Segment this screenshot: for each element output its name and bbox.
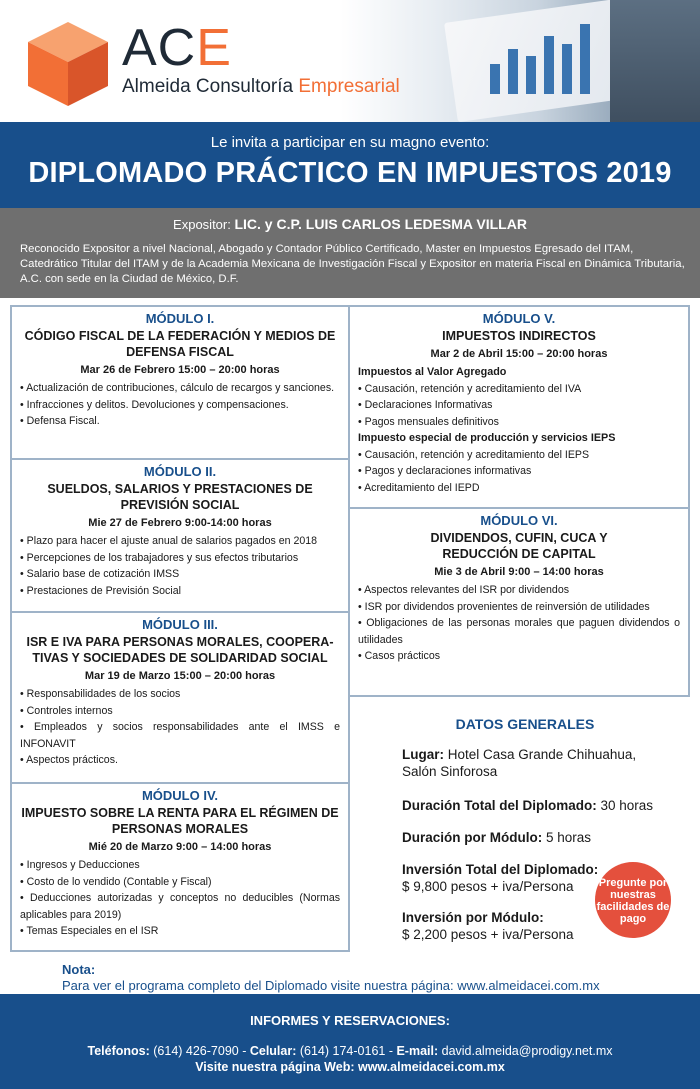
module-title: CÓDIGO FISCAL DE LA FEDERACIÓN Y MEDIOS DE DEFENSA FISCAL bbox=[24, 329, 336, 359]
logo-ace: AC bbox=[122, 19, 197, 77]
list-item: • Pagos mensuales definitivos bbox=[358, 414, 680, 431]
list-item: • Deducciones autorizadas y conceptos no deducibles (Normas aplicables para 2019) bbox=[20, 890, 340, 923]
module-2 bbox=[10, 458, 350, 613]
inversion-total bbox=[402, 861, 598, 895]
inversion-modulo-label: Inversión por Módulo: bbox=[402, 910, 544, 925]
email-label: E-mail: bbox=[396, 1044, 439, 1058]
module-subhead: Impuestos al Valor Agregado bbox=[358, 366, 507, 378]
email-value: david.almeida@prodigy.net.mx bbox=[438, 1044, 613, 1058]
module-5 bbox=[348, 305, 690, 509]
list-item: • Aspectos relevantes del ISR por dividendos bbox=[358, 582, 680, 599]
tel-value: (614) 426-7090 - bbox=[149, 1044, 250, 1058]
list-item: • Costo de lo vendido (Contable y Fiscal) bbox=[20, 874, 340, 891]
module-title: IMPUESTOS INDIRECTOS bbox=[442, 329, 596, 343]
module-label: MÓDULO V. bbox=[482, 311, 556, 326]
list-item: • Aspectos prácticos. bbox=[20, 752, 340, 769]
contact-line bbox=[0, 1044, 700, 1058]
duracion-modulo bbox=[402, 829, 591, 846]
duracion-total-label: Duración Total del Diplomado: bbox=[402, 798, 597, 813]
module-label: MÓDULO II. bbox=[143, 464, 217, 479]
inversion-modulo-value: $ 2,200 pesos + iva/Persona bbox=[402, 927, 574, 942]
inversion-modulo bbox=[402, 909, 574, 943]
lugar-label: Lugar: bbox=[402, 747, 444, 762]
list-item: • Infracciones y delitos. Devoluciones y compensaciones. bbox=[20, 397, 340, 414]
module-label: MÓDULO I. bbox=[145, 311, 215, 326]
expositor-section bbox=[0, 208, 700, 298]
list-item: • Declaraciones Informativas bbox=[358, 397, 680, 414]
module-title: DIVIDENDOS, CUFIN, CUCA Y REDUCCIÓN DE CAPITAL bbox=[430, 531, 608, 561]
list-item: • Causación, retención y acreditamiento del IEPS bbox=[358, 447, 680, 464]
list-item: • Plazo para hacer el ajuste anual de salarios pagados en 2018 bbox=[20, 533, 340, 550]
duracion-modulo-value: 5 horas bbox=[542, 830, 592, 845]
lugar-value: Hotel Casa Grande Chihuahua, bbox=[444, 747, 637, 762]
list-item: • Ingresos y Deducciones bbox=[20, 857, 340, 874]
list-item: • ISR por dividendos provenientes de reinversión de utilidades bbox=[358, 599, 680, 616]
module-4 bbox=[10, 782, 350, 952]
footer-heading: INFORMES Y RESERVACIONES: bbox=[250, 1013, 450, 1028]
duracion-modulo-label: Duración por Módulo: bbox=[402, 830, 543, 845]
datos-generales bbox=[350, 700, 700, 732]
logo-text bbox=[122, 19, 400, 98]
datos-title: DATOS GENERALES bbox=[455, 716, 595, 732]
list-item: • Actualización de contribuciones, cálculo de recargos y sanciones. bbox=[20, 380, 340, 397]
lugar-value-2: Salón Sinforosa bbox=[402, 764, 498, 779]
web-label: Visite nuestra página Web: bbox=[195, 1060, 355, 1074]
module-date: Mie 3 de Abril 9:00 – 14:00 horas bbox=[434, 566, 604, 578]
list-item: • Percepciones de los trabajadores y sus efectos tributarios bbox=[20, 550, 340, 567]
tel-label: Teléfonos: bbox=[87, 1044, 150, 1058]
payment-badge: Pregunte por nuestras facilidades de pago bbox=[595, 862, 671, 938]
module-3 bbox=[10, 611, 350, 784]
module-subhead: Impuesto especial de producción y servicios IEPS bbox=[358, 432, 616, 444]
inversion-total-value: $ 9,800 pesos + iva/Persona bbox=[402, 879, 574, 894]
module-title: ISR E IVA PARA PERSONAS MORALES, COOPERA-TIVAS Y SOCIEDADES DE SOLIDARIDAD SOCIAL bbox=[26, 635, 334, 665]
list-item: • Obligaciones de las personas morales que paguen dividendos o utilidades bbox=[358, 615, 680, 648]
logo-e: E bbox=[196, 19, 232, 77]
module-date: Mar 2 de Abril 15:00 – 20:00 horas bbox=[430, 348, 608, 360]
expositor-name: LIC. y C.P. LUIS CARLOS LEDESMA VILLAR bbox=[234, 216, 527, 232]
web-line bbox=[0, 1060, 700, 1074]
nota-text: Para ver el programa completo del Diplomado visite nuestra página: www.almeidacei.com.mx bbox=[62, 978, 600, 993]
list-item: • Controles internos bbox=[20, 703, 340, 720]
list-item: • Causación, retención y acreditamiento del IVA bbox=[358, 381, 680, 398]
module-date: Mié 20 de Marzo 9:00 – 14:00 horas bbox=[88, 841, 272, 853]
nota-label: Nota: bbox=[62, 962, 96, 977]
module-label: MÓDULO IV. bbox=[141, 788, 219, 803]
module-6 bbox=[348, 507, 690, 697]
list-item: • Responsabilidades de los socios bbox=[20, 686, 340, 703]
cel-label: Celular: bbox=[249, 1044, 297, 1058]
list-item: • Pagos y declaraciones informativas bbox=[358, 463, 680, 480]
module-date: Mar 26 de Febrero 15:00 – 20:00 horas bbox=[80, 364, 280, 376]
cel-value: (614) 174-0161 - bbox=[296, 1044, 397, 1058]
duracion-total-value: 30 horas bbox=[596, 798, 654, 813]
event-title: DIPLOMADO PRÁCTICO EN IMPUESTOS 2019 bbox=[28, 157, 672, 189]
module-title: SUELDOS, SALARIOS Y PRESTACIONES DE PREVISIÓN SOCIAL bbox=[47, 482, 313, 512]
module-1 bbox=[10, 305, 350, 460]
list-item: • Salario base de cotización IMSS bbox=[20, 566, 340, 583]
nota bbox=[62, 962, 600, 994]
logo-sub-1: Almeida Consultoría bbox=[122, 76, 299, 97]
list-item: • Temas Especiales en el ISR bbox=[20, 923, 340, 940]
list-item: • Defensa Fiscal. bbox=[20, 413, 340, 430]
module-title: IMPUESTO SOBRE LA RENTA PARA EL RÉGIMEN DE PERSONAS MORALES bbox=[21, 806, 339, 836]
module-label: MÓDULO VI. bbox=[480, 513, 558, 528]
module-date: Mie 27 de Febrero 9:00-14:00 horas bbox=[88, 517, 272, 529]
list-item: • Empleados y socios responsabilidades ante el IMSS e INFONAVIT bbox=[20, 719, 340, 752]
module-label: MÓDULO III. bbox=[142, 617, 218, 632]
invite-text: Le invita a participar en su magno evento: bbox=[210, 134, 490, 151]
ace-logo-icon bbox=[22, 18, 114, 110]
expositor-label: Expositor: bbox=[173, 217, 235, 232]
web-value: www.almeidacei.com.mx bbox=[354, 1060, 505, 1074]
inversion-total-label: Inversión Total del Diplomado: bbox=[402, 862, 599, 877]
logo-sub-2: Empresarial bbox=[298, 76, 400, 97]
event-banner bbox=[0, 122, 700, 208]
list-item: • Prestaciones de Previsión Social bbox=[20, 583, 340, 600]
header bbox=[0, 0, 700, 122]
expositor-bio: Reconocido Expositor a nivel Nacional, Abogado y Contador Público Certificado, Master en Impuestos Egresado del ITAM, Catedrático Titular del ITAM y de la Academia Mexicana de Investigación Fiscal y Expositor en materia Fiscal en Dinámica Tributaria, A.C. con sede en la Ciudad de México, D.F. bbox=[20, 243, 685, 285]
module-date: Mar 19 de Marzo 15:00 – 20:00 horas bbox=[84, 670, 276, 682]
lugar bbox=[402, 746, 636, 780]
list-item: • Casos prácticos bbox=[358, 648, 680, 665]
list-item: • Acreditamiento del IEPD bbox=[358, 480, 680, 497]
duracion-total bbox=[402, 797, 653, 814]
footer bbox=[0, 994, 700, 1089]
